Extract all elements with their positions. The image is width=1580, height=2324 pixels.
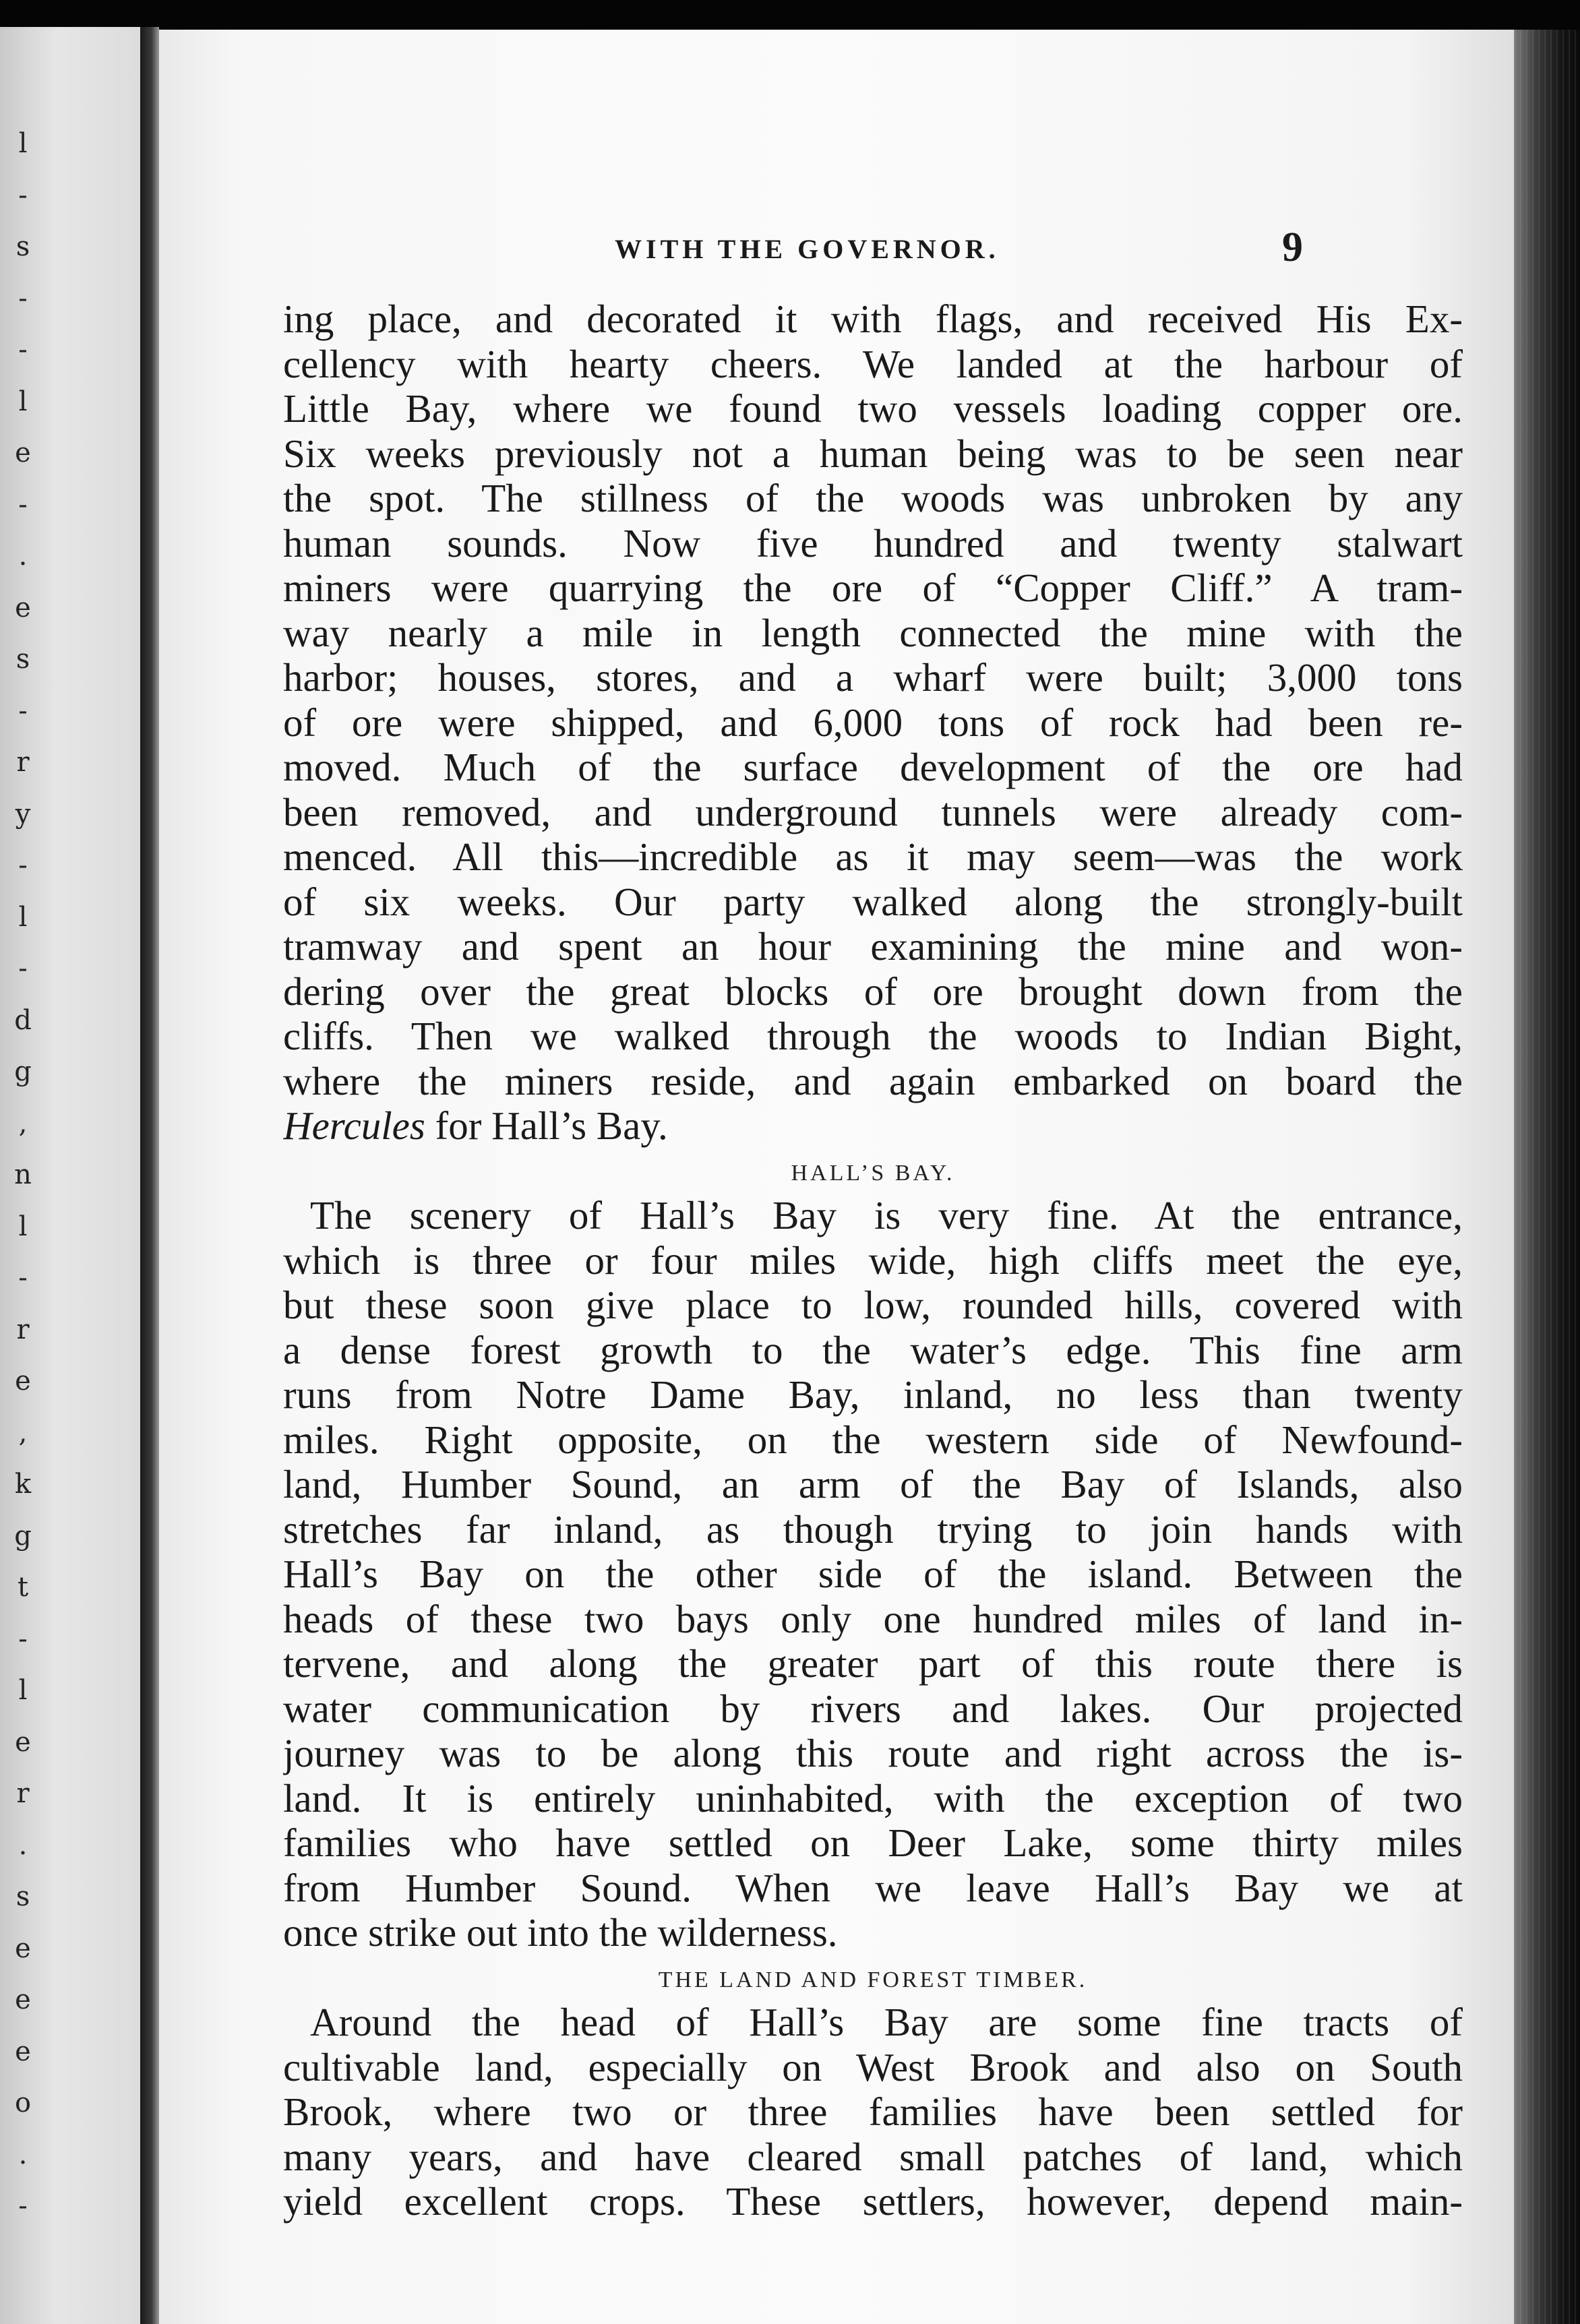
left-page-fragment: ,: [18, 1107, 28, 1139]
text-line: journey was to be along this route and right across the is-: [283, 1731, 1463, 1775]
left-page-fragment: e: [15, 437, 31, 468]
text-line: cliffs. Then we walked through the woods to Indian Bight,: [283, 1014, 1463, 1058]
left-page-fragment: g: [14, 1056, 32, 1087]
left-page-fragment: s: [16, 1881, 30, 1912]
text-line: way nearly a mile in length connected the mine with the: [283, 610, 1463, 655]
book-gutter: [140, 27, 159, 2324]
text-line: ing place, and decorated it with flags, and received His Ex-: [283, 297, 1463, 341]
text-line: the spot. The stillness of the woods was unbroken by any: [283, 476, 1463, 520]
text-line: where the miners reside, and again embarked on board the: [283, 1058, 1463, 1103]
paragraph-land-and-forest: [283, 2000, 1463, 2224]
left-page-fragment: e: [15, 1932, 31, 1964]
book-page: [159, 30, 1514, 2324]
left-page-fragment: -: [18, 953, 28, 984]
text-line: dering over the great blocks of ore brought down from the: [283, 969, 1463, 1014]
left-page-edge: [0, 27, 142, 2324]
left-page-fragment: -: [18, 850, 28, 881]
text-line: [283, 1103, 1463, 1149]
text-line: menced. All this—incredible as it may seem—was the work: [283, 834, 1463, 879]
left-page-fragment: l: [18, 1675, 28, 1706]
left-page-fragment: .: [18, 1829, 28, 1861]
left-page-fragment: -: [18, 1623, 28, 1655]
text-line: harbor; houses, stores, and a wharf were built; 3,000 tons: [283, 655, 1463, 700]
running-head-title: WITH THE GOVERNOR.: [615, 234, 1000, 264]
text-line: tervene, and along the greater part of this route there is: [283, 1641, 1463, 1686]
scan-border-top: [0, 0, 1580, 34]
left-page-fragment: -: [18, 179, 28, 211]
text-line: of six weeks. Our party walked along the strongly-built: [283, 879, 1463, 924]
left-page-fragment: e: [15, 592, 31, 623]
left-page-fragment: -: [18, 334, 28, 365]
section-heading-land-and-forest-timber: THE LAND AND FOREST TIMBER.: [658, 1967, 1088, 1992]
left-page-fragment: t: [17, 1572, 29, 1603]
text-line: miles. Right opposite, on the western side of Newfound-: [283, 1417, 1463, 1462]
text-line: The scenery of Hall’s Bay is very fine. At the entrance,: [310, 1193, 1463, 1237]
left-page-fragment: r: [16, 747, 30, 778]
left-page-fragment: l: [18, 1211, 28, 1242]
left-page-fragment: -: [18, 2191, 28, 2222]
text-line: human sounds. Now five hundred and twenty stalwart: [283, 520, 1463, 565]
left-page-fragment: n: [14, 1159, 32, 1190]
section-heading-halls-bay: HALL’S BAY.: [791, 1160, 955, 1186]
text-line: Six weeks previously not a human being was to be seen near: [283, 431, 1463, 476]
left-page-fragment: l: [18, 386, 28, 417]
text-line: Around the head of Hall’s Bay are some fine tracts of: [310, 2000, 1463, 2044]
left-page-fragment: e: [15, 1726, 31, 1758]
body-text: [283, 297, 1463, 2224]
ship-name: Hercules: [283, 1103, 425, 1148]
left-page-fragment: e: [15, 2036, 31, 2067]
text-line: moved. Much of the surface development of the ore had: [283, 745, 1463, 789]
text-line: many years, and have cleared small patches of land, which: [283, 2134, 1463, 2179]
text-line: been removed, and underground tunnels were already com-: [283, 789, 1463, 834]
text-line: Little Bay, where we found two vessels loading copper ore.: [283, 386, 1463, 431]
text-line: cellency with hearty cheers. We landed at the harbour of: [283, 341, 1463, 386]
paragraph-little-bay: [283, 297, 1463, 1103]
left-page-fragment: -: [18, 1262, 28, 1293]
text-line: Brook, where two or three families have been settled for: [283, 2089, 1463, 2134]
text-line: Hall’s Bay on the other side of the island. Between the: [283, 1552, 1463, 1596]
left-page-fragment: e: [15, 1366, 31, 1397]
text-line: runs from Notre Dame Bay, inland, no less than twenty: [283, 1372, 1463, 1417]
text-line: land. It is entirely uninhabited, with the exception of two: [283, 1775, 1463, 1821]
left-page-fragment: s: [16, 644, 30, 675]
text-line: from Humber Sound. When we leave Hall’s Bay we at: [283, 1865, 1463, 1910]
left-page-fragment: l: [18, 901, 28, 933]
text-line: tramway and spent an hour examining the mine and won-: [283, 924, 1463, 969]
book-right-edge: [1514, 30, 1580, 2324]
left-page-fragment: r: [16, 1778, 30, 1809]
text-line: which is three or four miles wide, high cliffs meet the eye,: [283, 1237, 1463, 1283]
left-page-fragment: s: [16, 231, 30, 262]
left-page-fragment: r: [16, 1314, 30, 1345]
text-line: miners were quarrying the ore of “Copper Cliff.” A tram-: [283, 565, 1463, 610]
left-page-fragment: o: [14, 2087, 32, 2118]
left-page-fragment: ,: [18, 1417, 28, 1448]
page-number: 9: [1282, 224, 1303, 270]
left-page-fragment: -: [18, 282, 28, 314]
left-page-fragment: g: [14, 1520, 32, 1552]
left-page-fragment: l: [18, 128, 28, 159]
left-page-fragment: -: [18, 489, 28, 520]
text-line: land, Humber Sound, an arm of the Bay of Islands, also: [283, 1462, 1463, 1506]
text-line: of ore were shipped, and 6,000 tons of rock had been re-: [283, 700, 1463, 745]
left-page-fragment: k: [14, 1469, 32, 1500]
text-line: cultivable land, especially on West Brook and also on South: [283, 2044, 1463, 2089]
left-page-fragment: .: [18, 541, 28, 572]
text-line-rest: for Hall’s Bay.: [425, 1103, 668, 1148]
left-page-fragment: .: [18, 2139, 28, 2170]
text-line: families who have settled on Deer Lake, some thirty miles: [283, 1821, 1463, 1865]
text-line: yield excellent crops. These settlers, however, depend main-: [283, 2179, 1463, 2224]
text-line: once strike out into the wilderness.: [283, 1910, 838, 1955]
text-line: heads of these two bays only one hundred miles of land in-: [283, 1596, 1463, 1641]
text-line: a dense forest growth to the water’s edge. This fine arm: [283, 1327, 1463, 1372]
left-page-fragment: d: [14, 1004, 32, 1036]
text-line: but these soon give place to low, rounded hills, covered with: [283, 1283, 1463, 1327]
paragraph-halls-bay: [283, 1193, 1463, 1955]
left-page-fragment: e: [15, 1984, 31, 2015]
text-line: stretches far inland, as though trying to join hands with: [283, 1506, 1463, 1552]
left-page-fragment: -: [18, 695, 28, 727]
text-line: water communication by rivers and lakes. Our projected: [283, 1686, 1463, 1731]
left-page-fragment: y: [15, 798, 31, 830]
